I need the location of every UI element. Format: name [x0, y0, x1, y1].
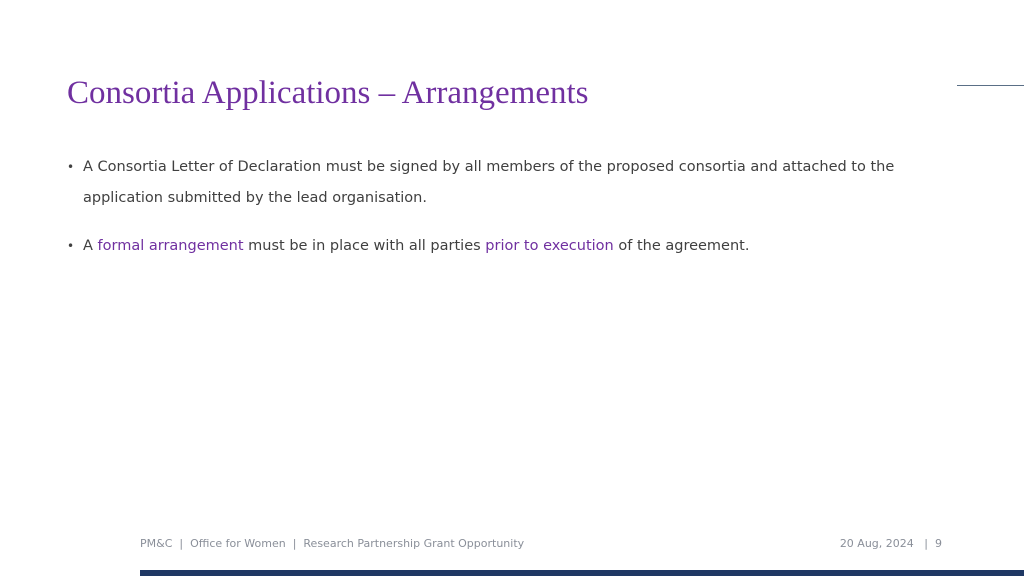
- page-number: 9: [935, 537, 942, 550]
- footer-date-page: [840, 536, 942, 552]
- bullet-text-segment: must be in place with all parties: [243, 238, 486, 254]
- footer-source: PM&C | Office for Women | Research Partnership Grant Opportunity: [140, 537, 525, 550]
- slide-title: Consortia Applications – Arrangements: [67, 75, 589, 111]
- title-divider: [957, 85, 1024, 86]
- highlighted-term: prior to execution: [485, 238, 614, 254]
- bullet-text-segment: A: [83, 238, 98, 254]
- footer-bar: [140, 570, 1024, 576]
- bullet-item: [67, 152, 927, 214]
- bullet-text: A Consortia Letter of Declaration must be signed by all members of the proposed consortia and attached to the application submitted by the lead organisation.: [83, 159, 895, 206]
- bullet-item: [67, 231, 927, 262]
- footer-date: 20 Aug, 2024: [839, 537, 914, 550]
- bullet-text-segment: of the agreement.: [613, 238, 750, 254]
- bullet-list: [67, 152, 927, 262]
- footer-separator: |: [924, 537, 928, 550]
- highlighted-term: formal arrangement: [97, 238, 244, 254]
- bullet-icon: •: [67, 160, 75, 174]
- bullet-icon: •: [67, 239, 75, 253]
